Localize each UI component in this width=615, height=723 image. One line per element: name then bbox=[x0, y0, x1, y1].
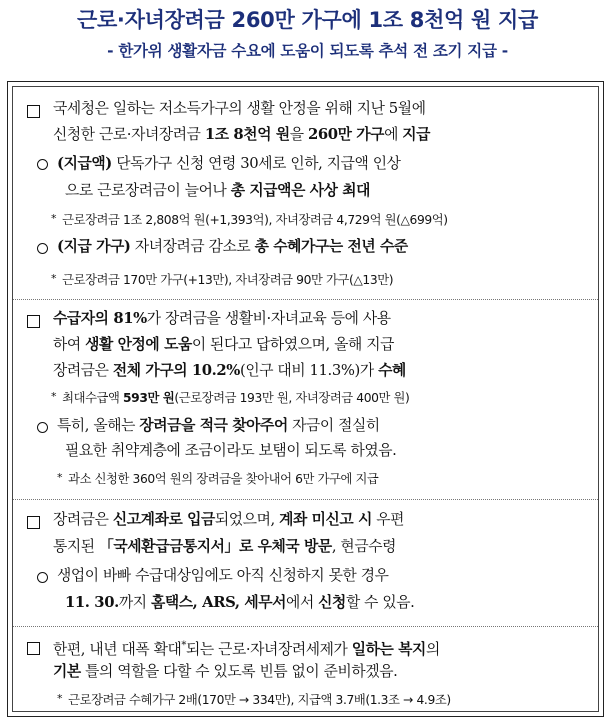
sec2-item-1-line-1: 특히, 올해는 장려금을 적극 찾아주어 자금이 절실히 bbox=[57, 417, 380, 434]
sec1-note-1: * 근로장려금 1조 2,808억 원(+1,393억), 자녀장려금 4,729억 원(△699억) bbox=[51, 212, 448, 227]
section-4 bbox=[13, 628, 598, 714]
summary-box bbox=[7, 81, 604, 717]
sec3-item-1-line-2: 11. 30.까지 홈택스, ARS, 세무서에서 신청할 수 있음. bbox=[65, 594, 415, 611]
circle-bullet-icon bbox=[37, 572, 48, 583]
page-title: 근로·자녀장려금 260만 가구에 1조 8천억 원 지급 bbox=[76, 8, 539, 32]
sec2-line-2: 하여 생활 안정에 도움이 된다고 답하였으며, 올해 지급 bbox=[53, 336, 394, 353]
circle-bullet-icon bbox=[37, 243, 48, 254]
sec3-item-1-line-1: 생업이 바빠 수급대상임에도 아직 신청하지 못한 경우 bbox=[57, 567, 389, 584]
sec2-note-2: * 과소 신청한 360억 원의 장려금을 찾아내어 6만 가구에 지급 bbox=[57, 471, 379, 486]
sec2-note-1: * 최대수급액 593만 원(근로장려금 193만 원, 자녀장려금 400만 원) bbox=[51, 390, 410, 405]
circle-bullet-icon bbox=[37, 159, 48, 170]
square-bullet-icon bbox=[27, 642, 40, 655]
section-1 bbox=[13, 87, 598, 301]
sec4-line-2: 기본 틀의 역할을 다할 수 있도록 빈틈 없이 준비하겠음. bbox=[53, 663, 398, 680]
sec1-item-1-line-2: 으로 근로장려금이 늘어나 총 지급액은 사상 최대 bbox=[65, 182, 371, 199]
sec2-line-3: 장려금은 전체 가구의 10.2%(인구 대비 11.3%)가 수혜 bbox=[53, 362, 406, 379]
sec4-note-1: * 근로장려금 수혜가구 2배(170만 → 334만), 지급액 3.7배(1.3조 → 4.9조) bbox=[57, 692, 451, 707]
sec3-line-2: 통지된 「국세환급금통지서」로 우체국 방문, 현금수령 bbox=[53, 538, 396, 555]
sec1-note-2: * 근로장려금 170만 가구(+13만), 자녀장려금 90만 가구(△13만) bbox=[51, 272, 394, 287]
square-bullet-icon bbox=[27, 315, 40, 328]
square-bullet-icon bbox=[27, 516, 40, 529]
sec1-line-2: 신청한 근로·자녀장려금 1조 8천억 원을 260만 가구에 지급 bbox=[53, 126, 431, 143]
divider bbox=[13, 299, 598, 300]
sec2-line-1: 수급자의 81%가 장려금을 생활비·자녀교육 등에 사용 bbox=[53, 310, 391, 327]
summary-box-inner bbox=[12, 86, 599, 712]
sec3-line-1: 장려금은 신고계좌로 입금되었으며, 계좌 미신고 시 우편 bbox=[53, 511, 405, 528]
divider bbox=[13, 499, 598, 500]
page-subtitle: - 한가위 생활자금 수요에 도움이 되도록 추석 전 조기 지급 - bbox=[107, 42, 508, 60]
sec1-item-2: (지급 가구) 자녀장려금 감소로 총 수혜가구는 전년 수준 bbox=[57, 238, 408, 255]
section-2 bbox=[13, 301, 598, 501]
sec1-item-1-line-1: (지급액) 단독가구 신청 연령 30세로 인하, 지급액 인상 bbox=[57, 155, 401, 172]
square-bullet-icon bbox=[27, 105, 40, 118]
sec4-line-1: 한편, 내년 대폭 확대*되는 근로·자녀장려세제가 일하는 복지의 bbox=[53, 640, 440, 658]
divider bbox=[13, 626, 598, 627]
sec1-line-1: 국세청은 일하는 저소득가구의 생활 안정을 위해 지난 5월에 bbox=[53, 100, 426, 117]
circle-bullet-icon bbox=[37, 422, 48, 433]
section-3 bbox=[13, 501, 598, 626]
sec2-item-1-line-2: 필요한 취약계층에 조금이라도 보탬이 되도록 하였음. bbox=[65, 442, 397, 459]
